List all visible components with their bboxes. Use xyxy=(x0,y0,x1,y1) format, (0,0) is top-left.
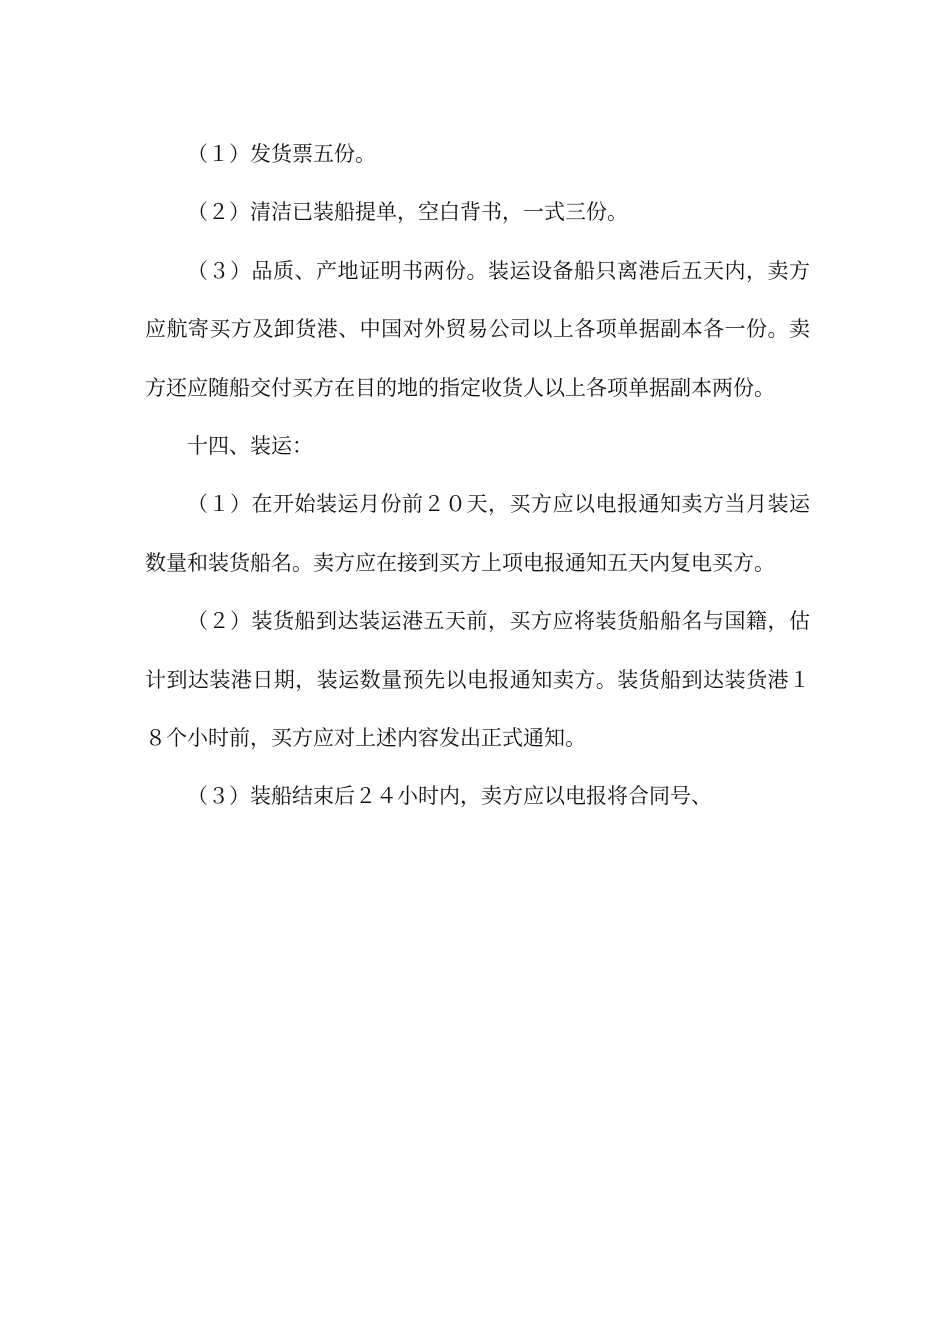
document-body xyxy=(145,125,810,826)
paragraph-invoice: （１）发货票五份。 xyxy=(187,142,376,166)
paragraph-certificates: （３）品质、产地证明书两份。装运设备船只离港后五天内，卖方应航寄买方及卸货港、中国对外贸易公司以上各项单据副本各一份。卖方还应随船交付买方在目的地的指定收货人以上各项单据副本两份。 xyxy=(145,258,810,400)
paragraph-shipment-notice: （１）在开始装运月份前２０天，买方应以电报通知卖方当月装运数量和装货船名。卖方应在接到买方上项电报通知五天内复电买方。 xyxy=(145,492,810,575)
paragraph-loading-complete: （３）装船结束后２４小时内，卖方应以电报将合同号、 xyxy=(187,784,712,809)
paragraph-bill-of-lading: （２）清洁已装船提单，空白背书，一式三份。 xyxy=(187,200,628,225)
section-heading-shipment: 十四、装运： xyxy=(187,434,313,459)
paragraph-vessel-arrival: （２）装货船到达装运港五天前，买方应将装货船船名与国籍，估计到达装港日期，装运数量预先以电报通知卖方。装货船到达装货港１８个小时前，买方应对上述内容发出正式通知。 xyxy=(145,609,810,751)
